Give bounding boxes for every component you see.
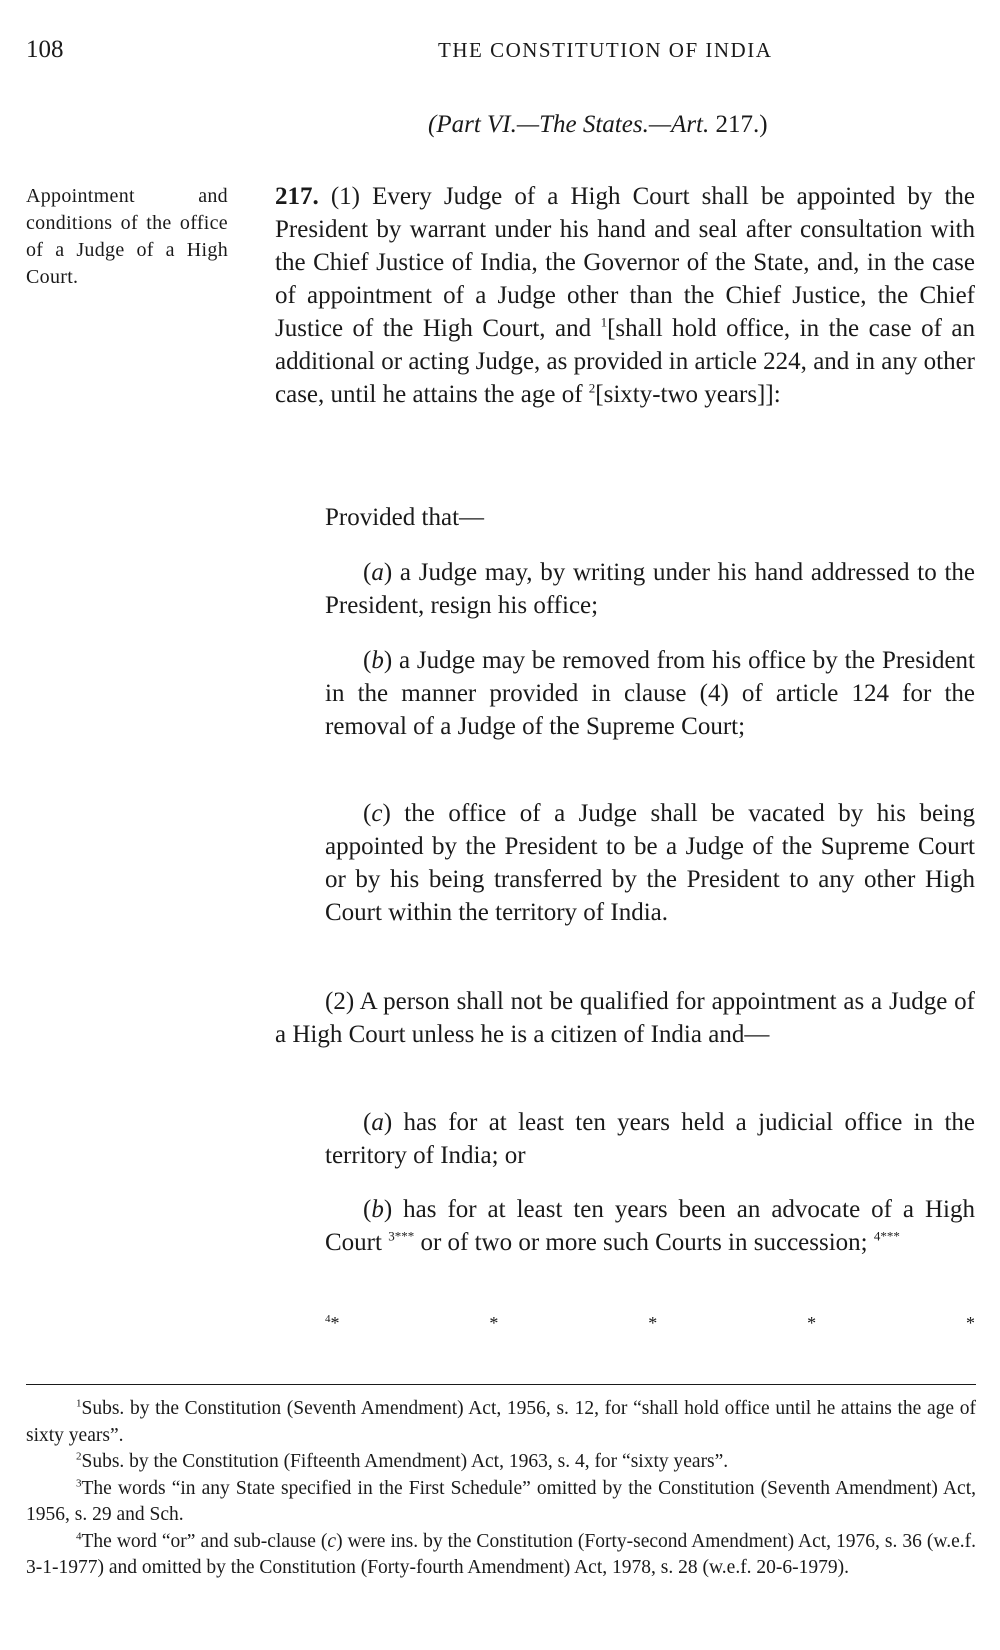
proviso-b: (b) a Judge may be removed from his office by the President in the manner provided in clause (4) of article 124 for the removal of a Judge of the Supreme Court; <box>325 647 975 740</box>
footnote-ref-3-mark: 3 <box>388 1228 395 1244</box>
footnote-2 <box>26 1449 976 1476</box>
article-217-clause-2: (2) A person shall not be qualified for appointment as a Judge of a High Court unless he is a citizen of India and— <box>275 988 975 1048</box>
omission-star-1: $^4$* <box>325 1313 340 1333</box>
clause-2-sub-b-label: b <box>371 1196 384 1223</box>
proviso-b-label: b <box>371 647 384 674</box>
clause-2-sub-a-text: has for at least ten years held a judicial office in the territory of India; or <box>325 1109 975 1169</box>
omission-stars-3: *** <box>394 1228 415 1244</box>
marginal-note: Appointment and conditions of the office of a Judge of a High Court. <box>26 185 228 288</box>
clause-2-sub-a: (a) has for at least ten years held a judicial office in the territory of India; or <box>325 1109 975 1169</box>
clause-2-sub-a-label: a <box>371 1109 384 1136</box>
footnote-1-mark: 1 <box>76 1397 82 1410</box>
part-heading <box>428 111 768 139</box>
footnote-ref-1[interactable]: 1 <box>600 314 608 330</box>
clause-1-text-b: [shall hold office, in the case of an additional or acting Judge, as provided in article 224, and in any other case, until he attains the age of <box>275 315 975 408</box>
footnote-4-italic: c <box>327 1530 337 1552</box>
clause-1-text-a: (1) Every Judge of a High Court shall be appointed by the President by warrant under his hand and seal after consultation with the Chief Justice of India, the Governor of the State, and, in the case of appointment of a Judge other than the Chief Justice, the Chief Justice of the High Court, and <box>275 183 975 342</box>
part-heading-article-ref: 217.) <box>715 111 768 138</box>
footnote-3-mark: 3 <box>76 1477 82 1489</box>
proviso-c-label: c <box>371 800 383 827</box>
proviso-a-label: a <box>371 559 384 586</box>
footnote-4-text-b: ) were ins. by the Constitution (Forty-second Amendment) Act, 1976, s. 36 (w.e.f. 3-1-1977) and omitted by the Constitution (Forty-fourth Amendment) Act, 1978, s. 28 (w.e.f. 20-6-1979). <box>26 1530 976 1578</box>
article-number: 217. <box>275 183 319 210</box>
article-217-clause-1 <box>275 180 975 411</box>
footnote-4-text-a: The word “or” and sub-clause ( <box>81 1530 328 1552</box>
footnote-divider <box>26 1384 976 1385</box>
footnote-3-text: The words “in any State specified in the First Schedule” omitted by the Constitution (Seventh Amendment) Act, 1956, s. 29 and Sch. <box>26 1477 976 1525</box>
clause-2-sub-b: (b) has for at least ten years been an advocate of a High Court $^{3***}$ or of two or more such Courts in succession; $^{4***}$ <box>325 1196 975 1256</box>
running-title: THE CONSTITUTION OF INDIA <box>438 38 773 62</box>
omission-star-3: * <box>648 1313 658 1333</box>
footnote-ref-4-mark: 4 <box>873 1228 881 1244</box>
footnotes <box>26 1396 976 1582</box>
footnote-3 <box>26 1476 976 1529</box>
footnote-2-text: Subs. by the Constitution (Fifteenth Amendment) Act, 1963, s. 4, for “sixty years”. <box>81 1451 729 1472</box>
proviso-b-text: a Judge may be removed from his office by the President in the manner provided in clause (4) of article 124 for the removal of a Judge of the Supreme Court; <box>325 647 975 740</box>
footnote-2-mark: 2 <box>76 1450 82 1463</box>
footnote-ref-2[interactable]: 2 <box>588 380 596 396</box>
footnote-4 <box>26 1529 976 1582</box>
proviso-c-text: the office of a Judge shall be vacated by his being appointed by the President to be a Judge of the Supreme Court or by his being transferred by the President to any other High Court within the territory of India. <box>325 800 975 926</box>
footnote-ref-3[interactable] <box>388 1229 414 1244</box>
omission-stars-row <box>325 1313 975 1334</box>
proviso-a-text: a Judge may, by writing under his hand addressed to the President, resign his office; <box>325 559 975 619</box>
part-heading-italic: (Part VI.—The States.—Art. <box>428 111 710 138</box>
page-number: 108 <box>26 36 64 63</box>
omission-stars-4: *** <box>880 1228 900 1244</box>
omission-star-5: * <box>966 1313 975 1333</box>
clause-2-sub-b-text-a: has for at least ten years been an advocate of a High Court <box>325 1196 975 1256</box>
proviso-c: (c) the office of a Judge shall be vacated by his being appointed by the President to be a Judge of the Supreme Court or by his being transferred by the President to any other High Court within the territory of India. <box>325 800 975 926</box>
clause-2-sub-b-text-b: or of two or more such Courts in succession; <box>420 1229 868 1256</box>
footnote-ref-4[interactable] <box>874 1229 900 1244</box>
footnote-1-text: Subs. by the Constitution (Seventh Amendment) Act, 1956, s. 12, for “shall hold office until he attains the age of sixty years”. <box>26 1398 976 1446</box>
footnote-1 <box>26 1396 976 1449</box>
provided-that: Provided that— <box>325 504 485 531</box>
omission-star-2: * <box>489 1313 499 1333</box>
proviso-a: (a) a Judge may, by writing under his hand addressed to the President, resign his office; <box>325 559 975 619</box>
omission-footnote-ref[interactable]: 4 <box>325 1313 331 1325</box>
omission-star-4: * <box>807 1313 817 1333</box>
clause-1-text-c: [sixty-two years]]: <box>595 381 781 408</box>
footnote-4-mark: 4 <box>76 1530 82 1542</box>
